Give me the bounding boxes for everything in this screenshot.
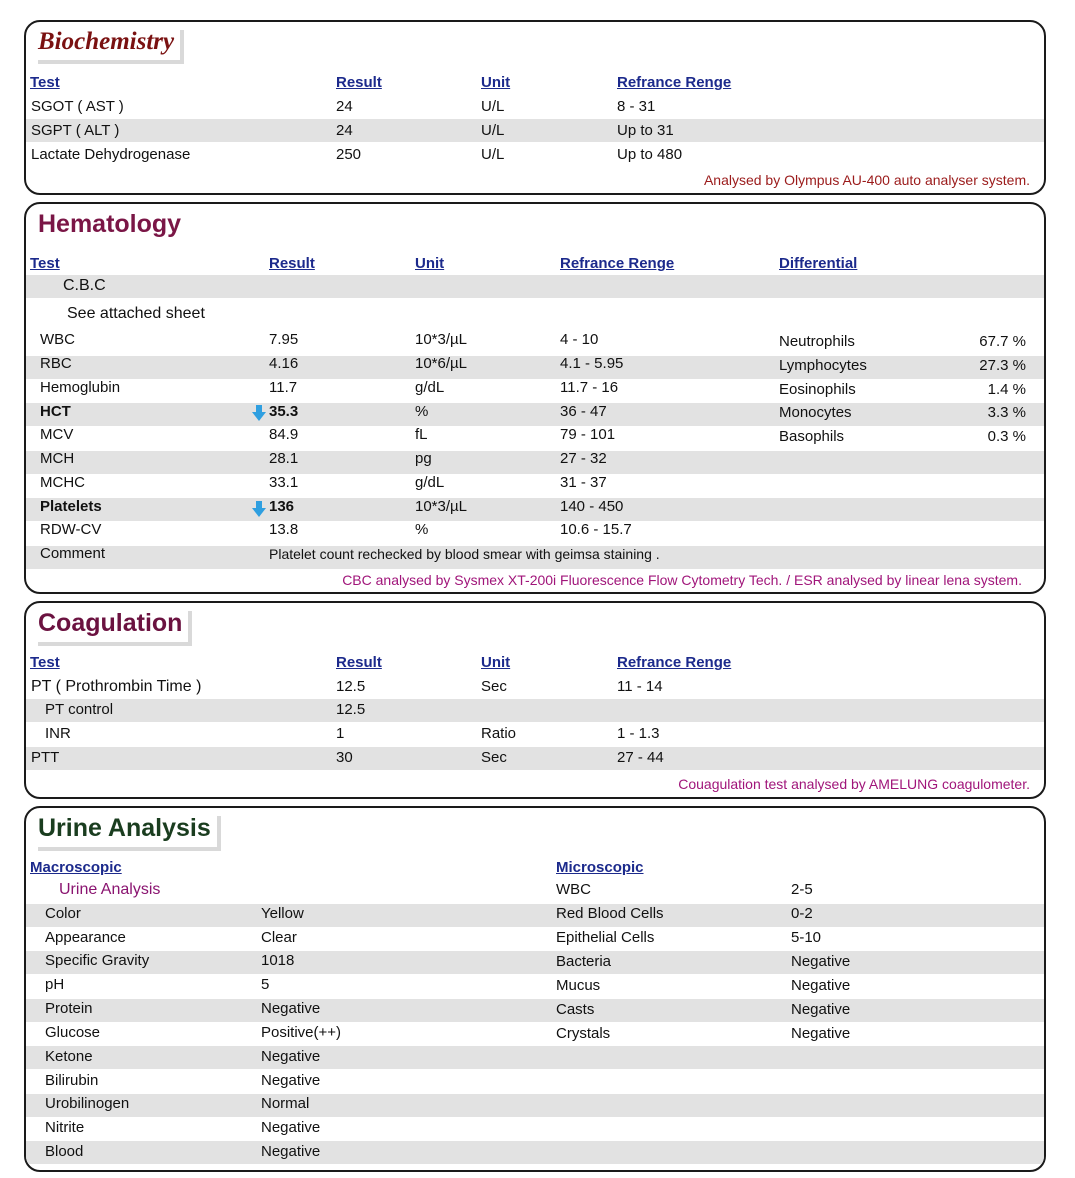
urine-title: Urine Analysis — [34, 812, 217, 847]
test-result: 12.5 — [336, 678, 366, 695]
macro-value: Negative — [261, 1048, 321, 1065]
biochemistry-title: Biochemistry — [34, 26, 180, 60]
test-result: 4.16 — [269, 355, 299, 372]
differential-value: 67.7 % — [979, 333, 1026, 350]
differential-name: Lymphocytes — [779, 357, 867, 374]
test-result: 7.95 — [269, 331, 299, 348]
macro-value: Positive(++) — [261, 1024, 342, 1041]
urine-sub-label: Urine Analysis — [59, 881, 161, 898]
test-result: 28.1 — [269, 450, 299, 467]
test-unit: pg — [415, 450, 432, 467]
test-name: MCV — [40, 426, 74, 443]
macro-name: Ketone — [45, 1048, 93, 1065]
test-range: 27 - 44 — [617, 749, 664, 766]
test-result: 33.1 — [269, 474, 299, 491]
micro-name: Crystals — [556, 1025, 611, 1042]
macro-value: Yellow — [261, 905, 304, 922]
low-flag-arrow-icon — [252, 501, 266, 517]
test-result: 12.5 — [336, 701, 366, 718]
micro-value: 5-10 — [791, 929, 822, 946]
test-unit: Sec — [481, 678, 507, 695]
macro-name: Blood — [45, 1143, 84, 1160]
macro-name: Glucose — [45, 1024, 101, 1041]
macro-value: Negative — [261, 1000, 321, 1017]
header-test: Test — [30, 654, 60, 671]
test-name: MCHC — [40, 474, 85, 491]
test-unit: Ratio — [481, 725, 517, 742]
test-range: 79 - 101 — [560, 426, 616, 443]
header-unit: Unit — [481, 74, 511, 91]
macro-name: Urobilinogen — [45, 1095, 130, 1112]
hematology-panel — [24, 202, 1046, 594]
row-band — [26, 747, 1044, 770]
micro-value: Negative — [791, 953, 851, 970]
header-result: Result — [269, 255, 315, 272]
micro-name: Mucus — [556, 977, 601, 994]
row-band — [26, 1046, 1044, 1069]
micro-value: 2-5 — [791, 881, 813, 898]
coagulation-title: Coagulation — [34, 607, 188, 642]
header-range: Refrance Renge — [617, 654, 732, 671]
test-unit: % — [415, 521, 429, 538]
differential-value: 1.4 % — [987, 381, 1026, 398]
header-result: Result — [336, 74, 382, 91]
comment-text: Platelet count rechecked by blood smear with geimsa staining . — [269, 546, 660, 562]
differential-value: 0.3 % — [987, 428, 1026, 445]
test-name: RBC — [40, 355, 72, 372]
test-unit: 10*6/µL — [415, 355, 468, 372]
row-band — [26, 275, 1044, 298]
test-name: PT ( Prothrombin Time ) — [31, 678, 202, 695]
differential-name: Neutrophils — [779, 333, 855, 350]
macro-name: Bilirubin — [45, 1072, 99, 1089]
row-band — [26, 356, 1044, 379]
test-range: 8 - 31 — [617, 98, 656, 115]
test-result: 84.9 — [269, 426, 299, 443]
cbc-label: C.B.C — [63, 277, 106, 294]
test-name: PTT — [31, 749, 60, 766]
test-name: Platelets — [40, 498, 102, 515]
analyser-note: Analysed by Olympus AU-400 auto analyser system. — [703, 172, 1030, 188]
test-range: Up to 480 — [617, 146, 683, 163]
test-name: WBC — [40, 331, 75, 348]
row-band — [26, 119, 1044, 142]
differential-value: 27.3 % — [979, 357, 1026, 374]
test-range: 27 - 32 — [560, 450, 607, 467]
test-unit: U/L — [481, 146, 505, 163]
micro-value: 0-2 — [791, 905, 813, 922]
macro-name: Appearance — [45, 929, 126, 946]
header-unit: Unit — [481, 654, 511, 671]
macro-value: Normal — [261, 1095, 310, 1112]
test-result: 30 — [336, 749, 353, 766]
test-unit: Sec — [481, 749, 507, 766]
differential-name: Basophils — [779, 428, 845, 445]
row-band — [26, 699, 1044, 722]
test-name: SGPT ( ALT ) — [31, 122, 120, 139]
test-result: 250 — [336, 146, 362, 163]
row-band — [26, 1094, 1044, 1117]
test-range: Up to 31 — [617, 122, 674, 139]
test-range: 140 - 450 — [560, 498, 624, 515]
test-range: 36 - 47 — [560, 403, 607, 420]
test-unit: fL — [415, 426, 428, 443]
test-range: 11.7 - 16 — [560, 379, 619, 396]
test-result: 24 — [336, 98, 353, 115]
test-result: 13.8 — [269, 521, 299, 538]
test-result: 35.3 — [269, 403, 299, 420]
header-test: Test — [30, 255, 60, 272]
low-flag-arrow-icon — [252, 405, 266, 421]
test-range: 11 - 14 — [617, 678, 663, 695]
row-band — [26, 999, 1044, 1022]
row-band — [26, 904, 1044, 927]
test-unit: U/L — [481, 98, 505, 115]
test-name: RDW-CV — [40, 521, 102, 538]
macro-value: Negative — [261, 1143, 321, 1160]
row-band — [26, 1141, 1044, 1164]
macro-name: Nitrite — [45, 1119, 85, 1136]
micro-name: Casts — [556, 1001, 595, 1018]
row-band — [26, 951, 1044, 974]
test-name: Lactate Dehydrogenase — [31, 146, 191, 163]
test-unit: % — [415, 403, 429, 420]
header-differential: Differential — [779, 255, 858, 272]
macro-value: 5 — [261, 976, 270, 993]
comment-label: Comment — [40, 545, 106, 562]
analyser-note: Couagulation test analysed by AMELUNG coagulometer. — [678, 776, 1030, 792]
test-name: SGOT ( AST ) — [31, 98, 124, 115]
row-band — [26, 403, 1044, 426]
row-band — [26, 498, 1044, 521]
header-microscopic: Microscopic — [556, 859, 644, 876]
attached-sheet-note: See attached sheet — [67, 305, 205, 322]
test-result: 136 — [269, 498, 295, 515]
test-unit: g/dL — [415, 379, 445, 396]
test-result: 1 — [336, 725, 345, 742]
urine-panel — [24, 806, 1046, 1172]
test-unit: U/L — [481, 122, 505, 139]
header-result: Result — [336, 654, 382, 671]
test-range: 31 - 37 — [560, 474, 607, 491]
test-result: 24 — [336, 122, 353, 139]
test-result: 11.7 — [269, 379, 298, 396]
test-range: 4 - 10 — [560, 331, 599, 348]
test-unit: 10*3/µL — [415, 331, 468, 348]
macro-name: Protein — [45, 1000, 93, 1017]
header-test: Test — [30, 74, 60, 91]
hematology-title: Hematology — [34, 208, 187, 243]
macro-name: Specific Gravity — [45, 952, 150, 969]
micro-name: Bacteria — [556, 953, 612, 970]
micro-name: Epithelial Cells — [556, 929, 655, 946]
test-range: 4.1 - 5.95 — [560, 355, 624, 372]
test-name: MCH — [40, 450, 75, 467]
test-range: 10.6 - 15.7 — [560, 521, 632, 538]
row-band — [26, 451, 1044, 474]
macro-name: Color — [45, 905, 81, 922]
macro-value: Negative — [261, 1072, 321, 1089]
test-unit: 10*3/µL — [415, 498, 468, 515]
test-name: Hemoglubin — [40, 379, 121, 396]
test-name: HCT — [40, 403, 71, 420]
macro-name: pH — [45, 976, 65, 993]
differential-name: Eosinophils — [779, 381, 856, 398]
analyser-note: CBC analysed by Sysmex XT-200i Fluorescence Flow Cytometry Tech. / ESR analysed by linear lena system. — [342, 572, 1022, 588]
biochemistry-panel — [24, 20, 1046, 195]
header-range: Refrance Renge — [560, 255, 675, 272]
macro-value: 1018 — [261, 952, 295, 969]
micro-value: Negative — [791, 1025, 851, 1042]
header-unit: Unit — [415, 255, 445, 272]
micro-value: Negative — [791, 1001, 851, 1018]
micro-name: WBC — [556, 881, 591, 898]
test-name: INR — [45, 725, 71, 742]
test-name: PT control — [45, 701, 114, 718]
test-unit: g/dL — [415, 474, 445, 491]
differential-value: 3.3 % — [987, 404, 1026, 421]
micro-name: Red Blood Cells — [556, 905, 664, 922]
macro-value: Negative — [261, 1119, 321, 1136]
test-range: 1 - 1.3 — [617, 725, 660, 742]
header-macroscopic: Macroscopic — [30, 859, 122, 876]
micro-value: Negative — [791, 977, 851, 994]
macro-value: Clear — [261, 929, 297, 946]
differential-name: Monocytes — [779, 404, 852, 421]
coagulation-panel — [24, 601, 1046, 799]
header-range: Refrance Renge — [617, 74, 732, 91]
